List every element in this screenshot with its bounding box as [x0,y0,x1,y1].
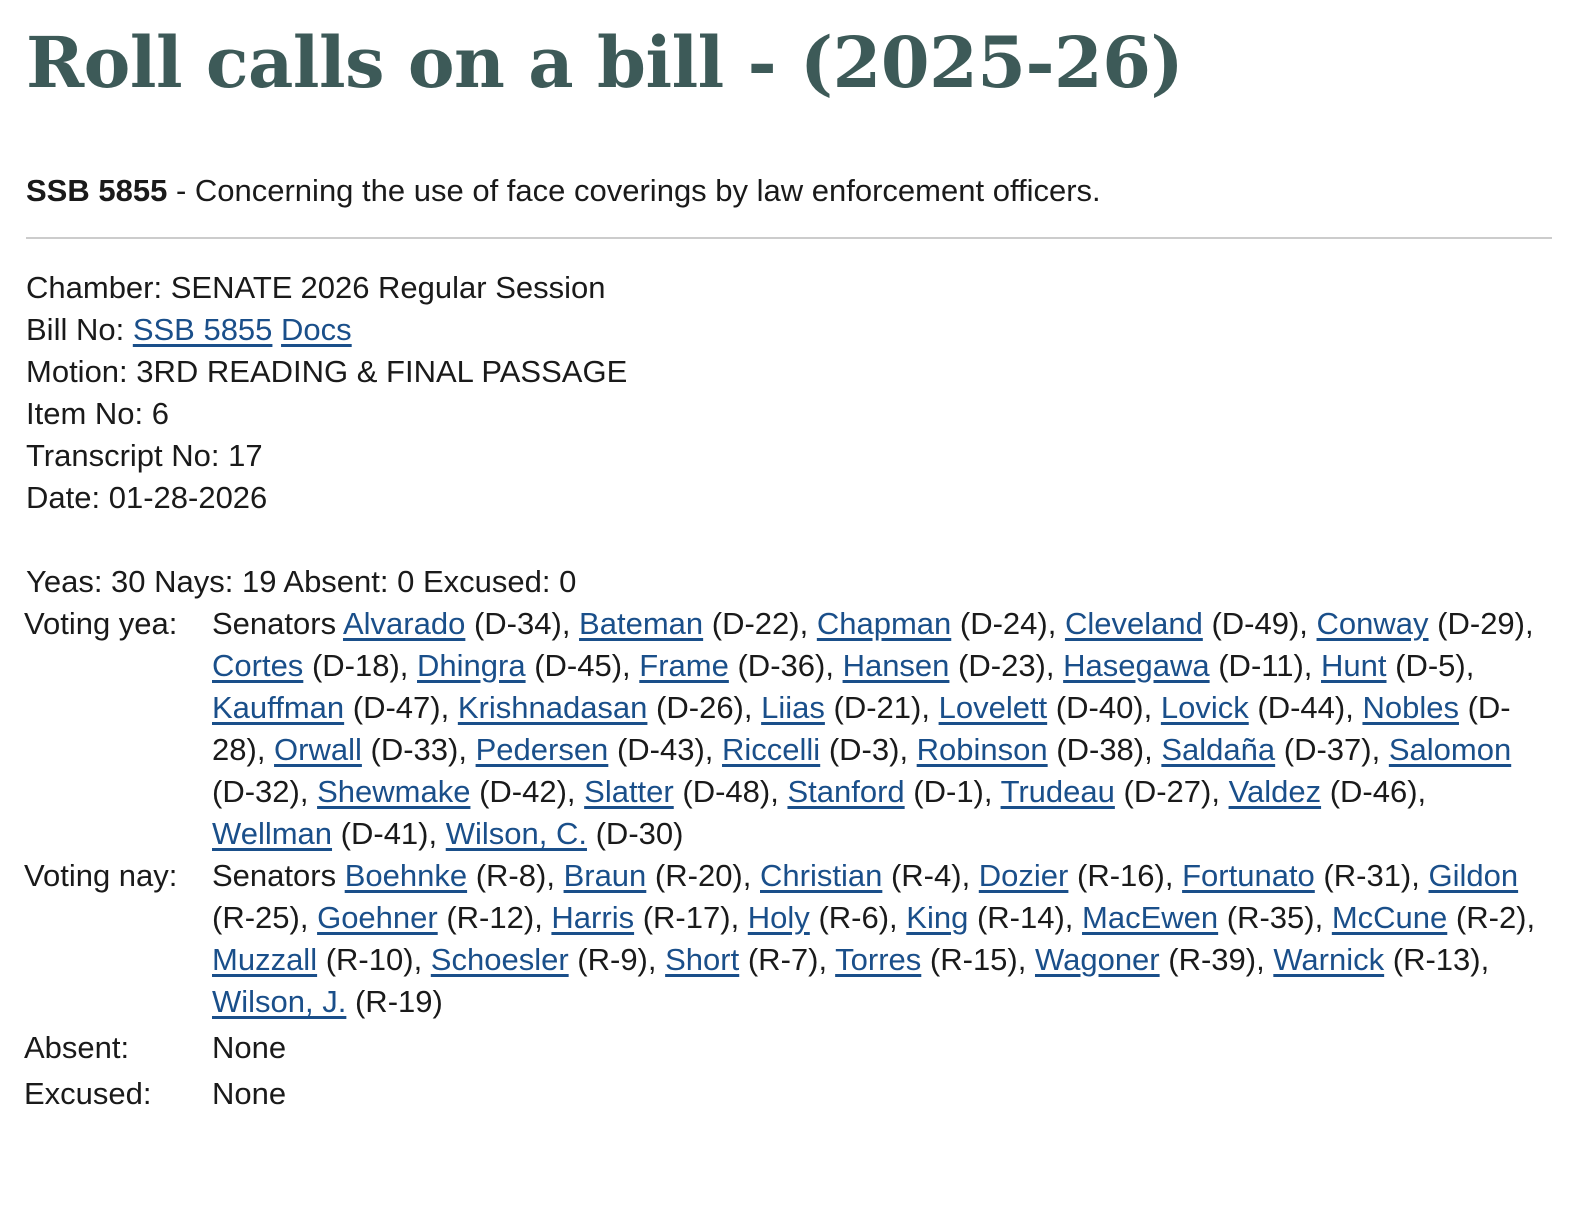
senator-district: (R-16) [1077,858,1165,893]
senator-district: (D-28) [212,690,1511,767]
nay-label: Voting nay: [24,858,178,893]
senator-link[interactable]: Robinson [916,732,1048,767]
senator-link[interactable]: Dhingra [417,648,526,683]
senator-link[interactable]: Wagoner [1034,942,1160,977]
senator-district: (R-14) [976,900,1065,935]
senator-link[interactable]: Stanford [787,774,905,809]
senator-district: (R-31) [1323,858,1412,893]
bill-link[interactable]: SSB 5855 [132,312,273,347]
senator-link[interactable]: Christian [760,858,883,893]
senator-district: (D-22) [711,606,800,641]
senator-link[interactable]: Goehner [317,900,438,935]
transcript-row [26,435,1574,477]
docs-link[interactable]: Docs [281,312,352,347]
absent-row [24,1023,1546,1069]
senator-link[interactable]: Kauffman [212,690,345,725]
senator-link[interactable]: Wilson, J. [212,984,347,1019]
senator-district: (R-10) [325,942,414,977]
divider [26,237,1552,239]
session-value: 2026 Regular Session [300,270,606,305]
bill-number: SSB 5855 [26,173,168,208]
senator-link[interactable]: Harris [551,900,635,935]
transcript-value: 17 [228,438,263,473]
senator-link[interactable]: Frame [639,648,729,683]
bill-description: - Concerning the use of face coverings by law enforcement officers. [167,173,1101,208]
senator-district: (D-26) [656,690,744,725]
senator-district: (D-11) [1218,648,1304,683]
senator-link[interactable]: Orwall [274,732,362,767]
senator-district: (D-42) [479,774,567,809]
senator-district: (R-9) [577,942,648,977]
absent-count: 0 [397,564,415,599]
absent-row-label: Absent: [24,1030,130,1065]
chamber-row [26,267,1574,309]
senator-link[interactable]: Saldaña [1161,732,1276,767]
roll-call-details [26,267,1574,519]
senator-district: (R-17) [642,900,731,935]
senator-link[interactable]: Wellman [212,816,333,851]
yea-row [24,603,1546,855]
senator-link[interactable]: Krishnadasan [457,690,648,725]
senator-link[interactable]: Warnick [1273,942,1385,977]
senator-link[interactable]: Pedersen [475,732,609,767]
excused-value: None [212,1076,287,1111]
excused-row [24,1069,1546,1115]
senator-district: (D-37) [1283,732,1372,767]
senator-district: (R-35) [1226,900,1315,935]
nays-label: Nays: [145,564,242,599]
senator-district: (D-48) [682,774,771,809]
senator-district: (D-46) [1329,774,1418,809]
senator-link[interactable]: Conway [1316,606,1429,641]
senator-link[interactable]: Nobles [1362,690,1459,725]
senator-district: (R-12) [446,900,535,935]
senator-link[interactable]: Cleveland [1064,606,1203,641]
absent-label: Absent: [276,564,398,599]
nay-list: Senators Boehnke (R-8), Braun (R-20), Christian (R-4), Dozier (R-16), Fortunato (R-31), Gildon (R-25), Goehner (R-12), Harris (R-17), Holy (R-6), King (R-14), MacEwen (R-35), McCune (R-2), Muzzall (R-10), Schoesler (R-9), Short (R-7), Torres (R-15), Wagoner (R-39), Warnick (R-13), Wilson, J. (R-19) [212,858,1536,1019]
senator-district: (D-47) [352,690,441,725]
senator-district: (R-15) [929,942,1018,977]
senator-district: (D-36) [737,648,826,683]
senator-district: (R-13) [1392,942,1481,977]
senator-district: (R-20) [654,858,743,893]
senator-district: (D-43) [616,732,705,767]
date-row [26,477,1574,519]
senator-district: (D-5) [1395,648,1466,683]
senator-district: (D-29) [1437,606,1525,641]
senator-link[interactable]: Lovelett [938,690,1048,725]
senator-link[interactable]: Fortunato [1182,858,1315,893]
senator-district: (D-44) [1257,690,1346,725]
senator-district: (R-6) [818,900,890,935]
item-label: Item No: [26,396,152,431]
senator-district: (D-33) [370,732,459,767]
senator-link[interactable]: Chapman [816,606,952,641]
vote-tally [26,561,1574,603]
senator-link[interactable]: Muzzall [212,942,318,977]
yea-list: Senators Alvarado (D-34), Bateman (D-22), Chapman (D-24), Cleveland (D-49), Conway (D-29), Cortes (D-18), Dhingra (D-45), Frame (D-36), Hansen (D-23), Hasegawa (D-11), Hunt (D-5), Kauffman (D-47), Krishnadasan (D-26), Liias (D-21), Lovelett (D-40), Lovick (D-44), Nobles (D-28), Orwall (D-33), Pedersen (D-43), Riccelli (D-3), Robinson (D-38), Saldaña (D-37), Salomon (D-32), Shewmake (D-42), Slatter (D-48), Stanford (D-1), Trudeau (D-27), Valdez (D-46), Wellman (D-41), Wilson, C. (D-30) [212,606,1534,851]
motion-row [26,351,1574,393]
senator-link[interactable]: Shewmake [317,774,471,809]
item-row [26,393,1574,435]
senator-link[interactable]: Trudeau [1000,774,1115,809]
senator-district: (R-25) [212,900,300,935]
senator-district: (D-45) [534,648,623,683]
page-title: Roll calls on a bill - (2025-26) [26,21,1184,104]
votes-table [24,603,1546,1115]
excused-row-label: Excused: [24,1076,152,1111]
date-value: 01-28-2026 [108,480,268,515]
senator-district: (D-32) [212,774,300,809]
senator-district: (R-2) [1455,900,1527,935]
date-label: Date: [26,480,109,515]
senator-link[interactable]: Braun [563,858,647,893]
senator-district: (D-24) [959,606,1048,641]
senator-link[interactable]: Short [665,942,740,977]
senators-prefix: Senators [212,606,343,641]
chamber-value: SENATE [170,270,293,305]
senator-district: (D-21) [833,690,922,725]
senator-district: (D-40) [1055,690,1144,725]
senator-link[interactable]: Slatter [584,774,674,809]
nay-row [24,855,1546,1023]
nays-count: 19 [242,564,277,599]
transcript-label: Transcript No: [26,438,229,473]
yeas-label: Yeas: [26,564,112,599]
senator-link[interactable]: Lovick [1160,690,1249,725]
senator-district: (D-49) [1211,606,1300,641]
senator-link[interactable]: MacEwen [1082,900,1219,935]
senator-link[interactable]: Wilson, C. [445,816,587,851]
senators-prefix: Senators [212,858,345,893]
senator-district: (R-7) [747,942,819,977]
senator-district: (D-23) [958,648,1046,683]
senator-district: (D-27) [1123,774,1212,809]
bill-no-label: Bill No: [26,312,133,347]
senator-district: (D-1) [913,774,984,809]
senator-district: (D-18) [311,648,400,683]
bill-no-row [26,309,1574,351]
senator-link[interactable]: Valdez [1228,774,1322,809]
senator-district: (D-3) [828,732,900,767]
senator-link[interactable]: Gildon [1428,858,1519,893]
senator-link[interactable]: Schoesler [430,942,569,977]
senator-link[interactable]: Alvarado [342,606,466,641]
senator-district: (R-8) [475,858,547,893]
yeas-count: 30 [111,564,146,599]
senator-link[interactable]: Holy [747,900,810,935]
senator-district: (D-38) [1056,732,1145,767]
senator-link[interactable]: Hunt [1321,648,1387,683]
senator-link[interactable]: McCune [1331,900,1448,935]
senator-link[interactable]: Hasegawa [1063,648,1210,683]
senator-link[interactable]: Bateman [579,606,704,641]
senator-link[interactable]: Torres [835,942,922,977]
motion-label: Motion: [26,354,137,389]
excused-count: 0 [559,564,577,599]
chamber-label: Chamber: [26,270,171,305]
senator-district: (D-34) [473,606,562,641]
senator-link[interactable]: Hansen [842,648,950,683]
senator-district: (D-41) [340,816,429,851]
item-value: 6 [151,396,170,431]
excused-label: Excused: [414,564,560,599]
senator-link[interactable]: Cortes [212,648,304,683]
senator-district: (D-30) [595,816,684,851]
bill-summary [26,173,1574,209]
senator-link[interactable]: Salomon [1388,732,1512,767]
senator-link[interactable]: Boehnke [344,858,468,893]
senator-link[interactable]: Dozier [978,858,1069,893]
senator-district: (R-19) [354,984,443,1019]
absent-value: None [212,1030,287,1065]
yea-label: Voting yea: [24,606,178,641]
senator-district: (R-4) [890,858,962,893]
senator-link[interactable]: Liias [761,690,825,725]
senator-district: (R-39) [1168,942,1257,977]
senator-link[interactable]: King [906,900,969,935]
senator-link[interactable]: Riccelli [722,732,821,767]
motion-value: 3RD READING & FINAL PASSAGE [136,354,628,389]
